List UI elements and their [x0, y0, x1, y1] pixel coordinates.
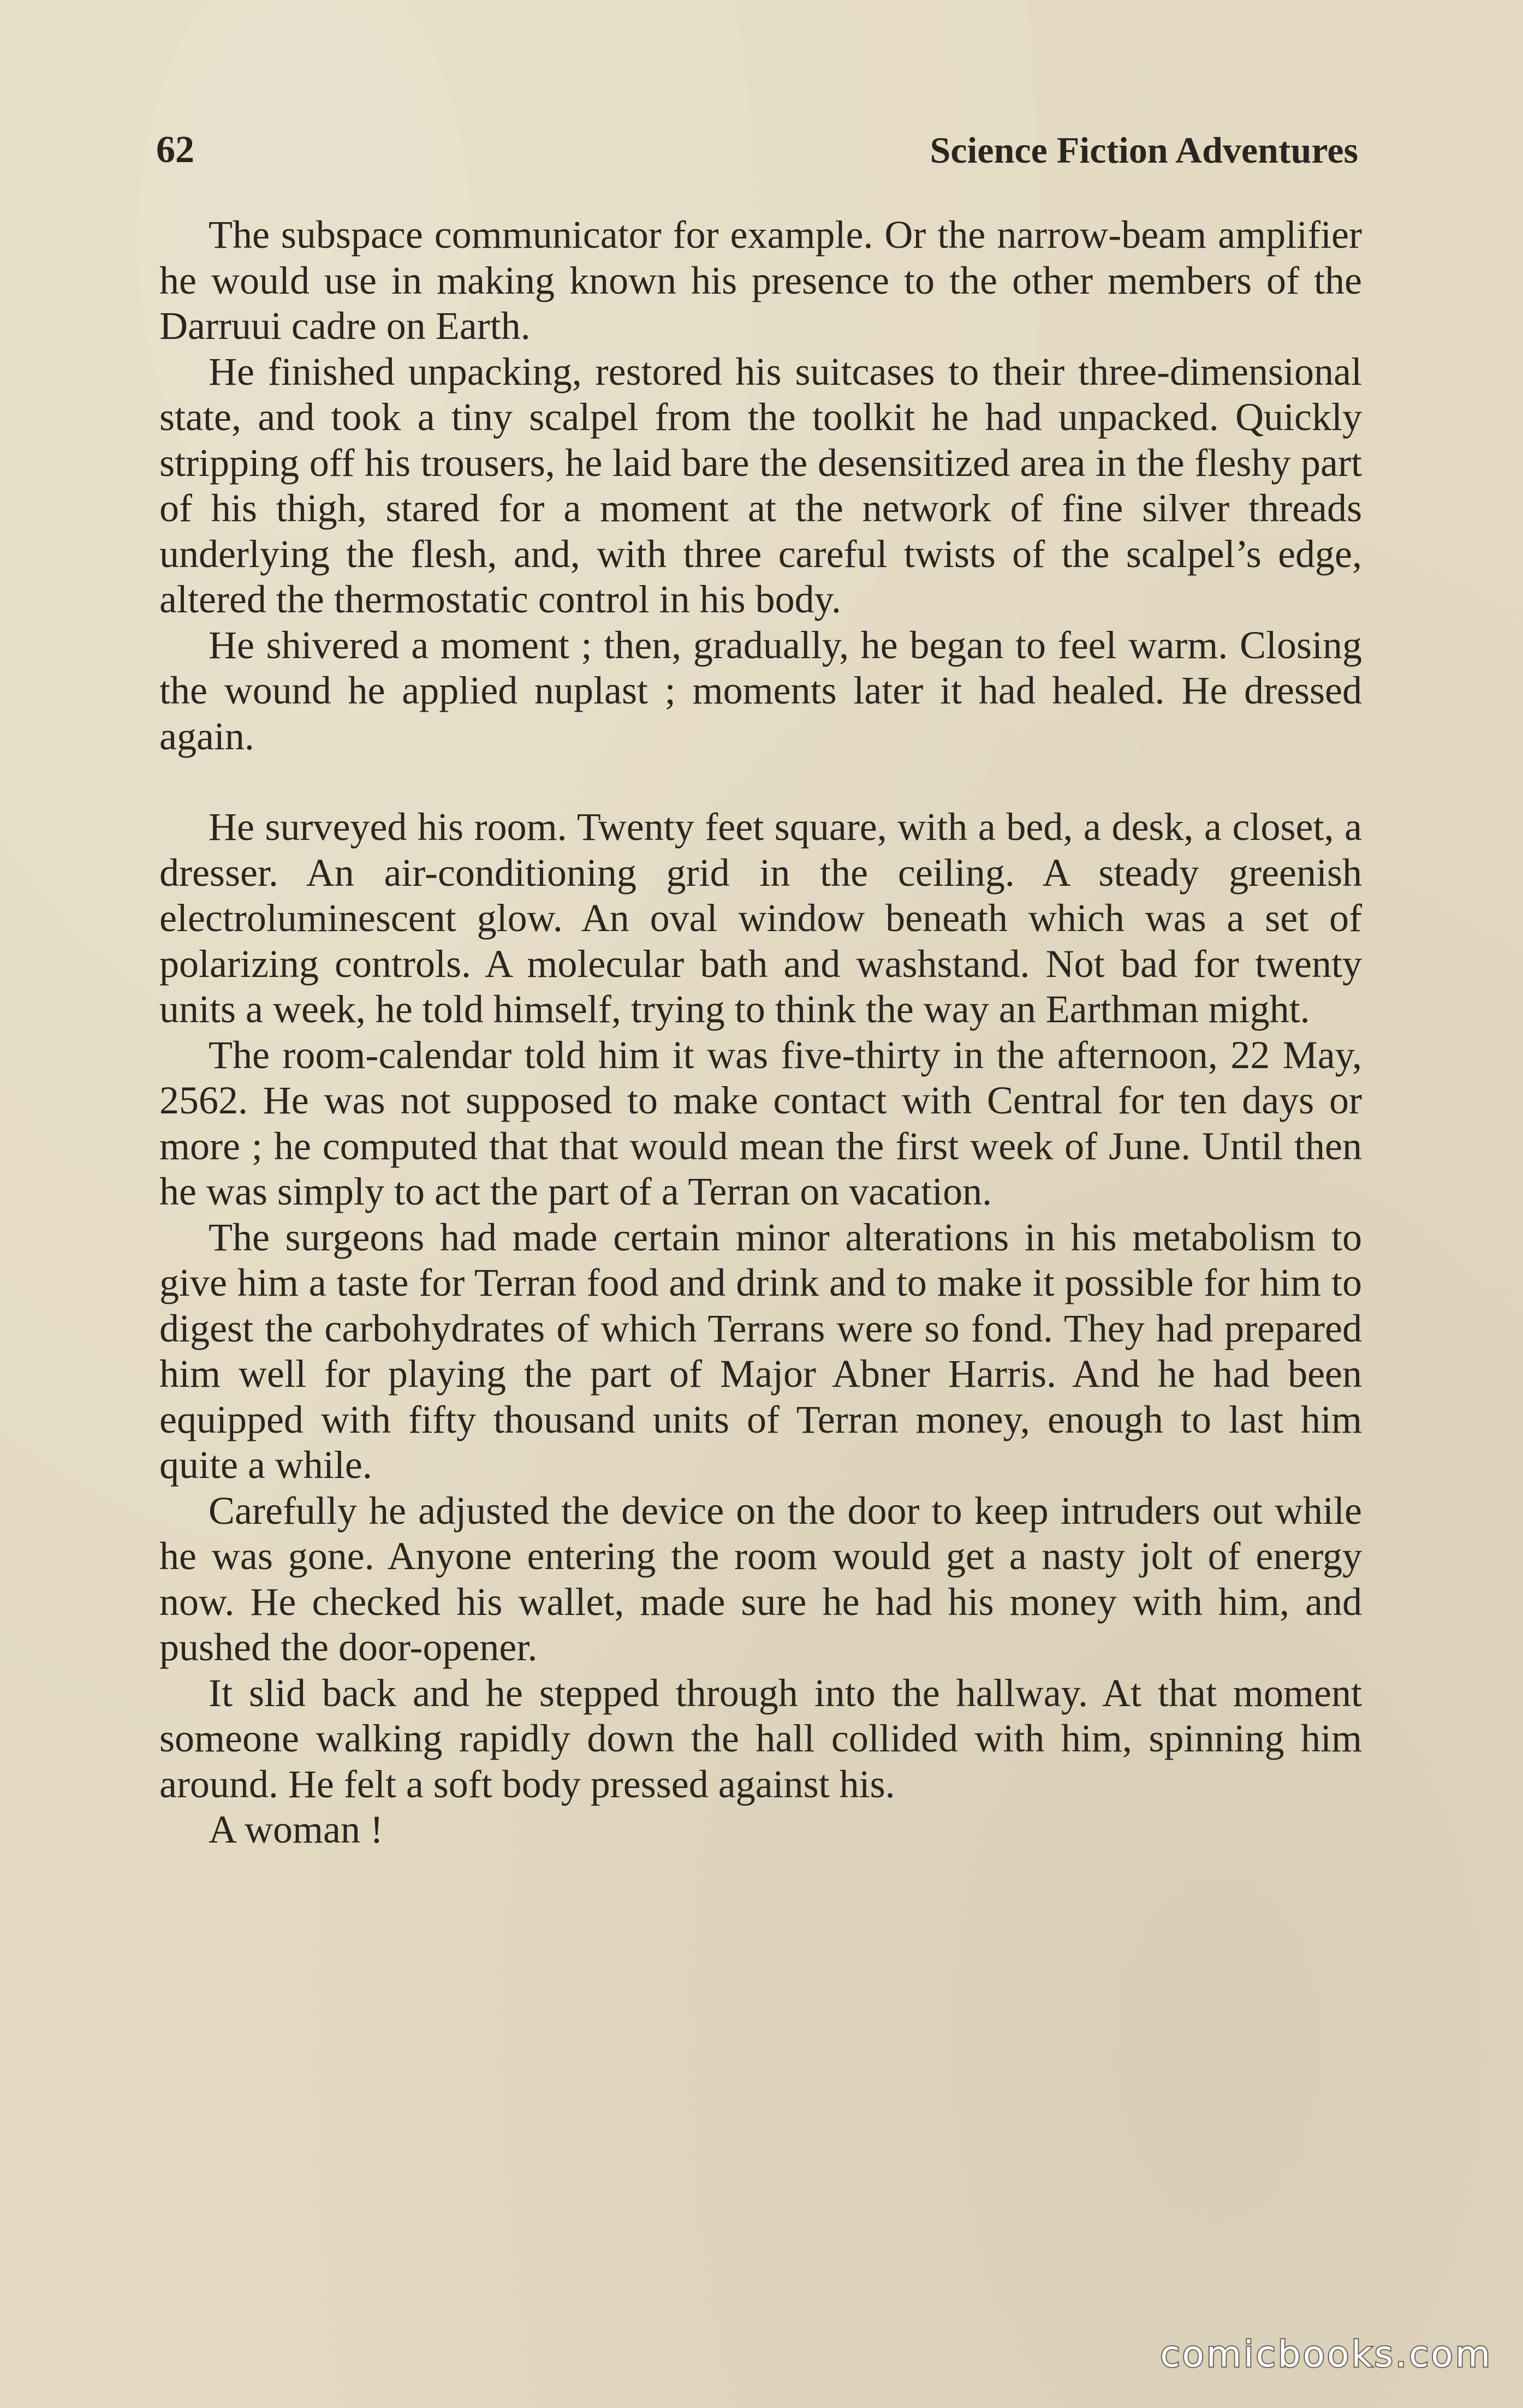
paragraph: He shivered a moment ; then, gradually, he began to feel warm. Closing the wound he applied nuplast ; moments later it had healed. He dressed again.	[159, 623, 1362, 758]
paragraph: The subspace communicator for example. Or the narrow-beam amplifier he would use in making known his presence to the other members of the Darruui cadre on Earth.	[159, 213, 1362, 348]
paragraph: He finished unpacking, restored his suitcases to their three-dimensional state, and took a tiny scalpel from the toolkit he had unpacked. Quickly stripping off his trousers, he laid bare the desensitized area in the fleshy part of his thigh, stared for a moment at the network of fine silver threads underlying the flesh, and, with three careful twists of the scalpel’s edge, altered the thermostatic control in his body.	[159, 349, 1362, 621]
paragraph: A woman !	[209, 1808, 383, 1851]
running-head	[156, 120, 1358, 180]
paragraph: Carefully he adjusted the device on the door to keep intruders out while he was gone. Anyone entering the room would get a nasty jolt of energy now. He checked his wallet, made sure he had his money with him, and pushed the door-opener.	[159, 1488, 1362, 1669]
paragraph: It slid back and he stepped through into the hallway. At that moment someone walking rapidly down the hall collided with him, spinning him around. He felt a soft body pressed against his.	[159, 1671, 1362, 1806]
section-break	[159, 759, 1362, 804]
running-title: Science Fiction Adventures	[930, 129, 1358, 171]
watermark: comicbooks.com	[1160, 2333, 1492, 2375]
page-number: 62	[156, 129, 194, 171]
paragraph: He surveyed his room. Twenty feet square, with a bed, a desk, a closet, a dresser. An air-conditioning grid in the ceiling. A steady greenish electroluminescent glow. An oval window beneath which was a set of polarizing controls. A molecular bath and washstand. Not bad for twenty units a week, he told himself, trying to think the way an Earthman might.	[159, 805, 1362, 1031]
paragraph: The room-calendar told him it was five-thirty in the afternoon, 22 May, 2562. He was not supposed to make contact with Central for ten days or more ; he computed that that would mean the first week of June. Until then he was simply to act the part of a Terran on vacation.	[159, 1033, 1362, 1213]
body-text	[159, 212, 1362, 1853]
paragraph: The surgeons had made certain minor alterations in his metabolism to give him a taste for Terran food and drink and to make it possible for him to digest the carbohydrates of which Terrans were so fond. They had prepared him well for playing the part of Major Abner Harris. And he had been equipped with fifty thousand units of Terran money, enough to last him quite a while.	[159, 1215, 1362, 1487]
